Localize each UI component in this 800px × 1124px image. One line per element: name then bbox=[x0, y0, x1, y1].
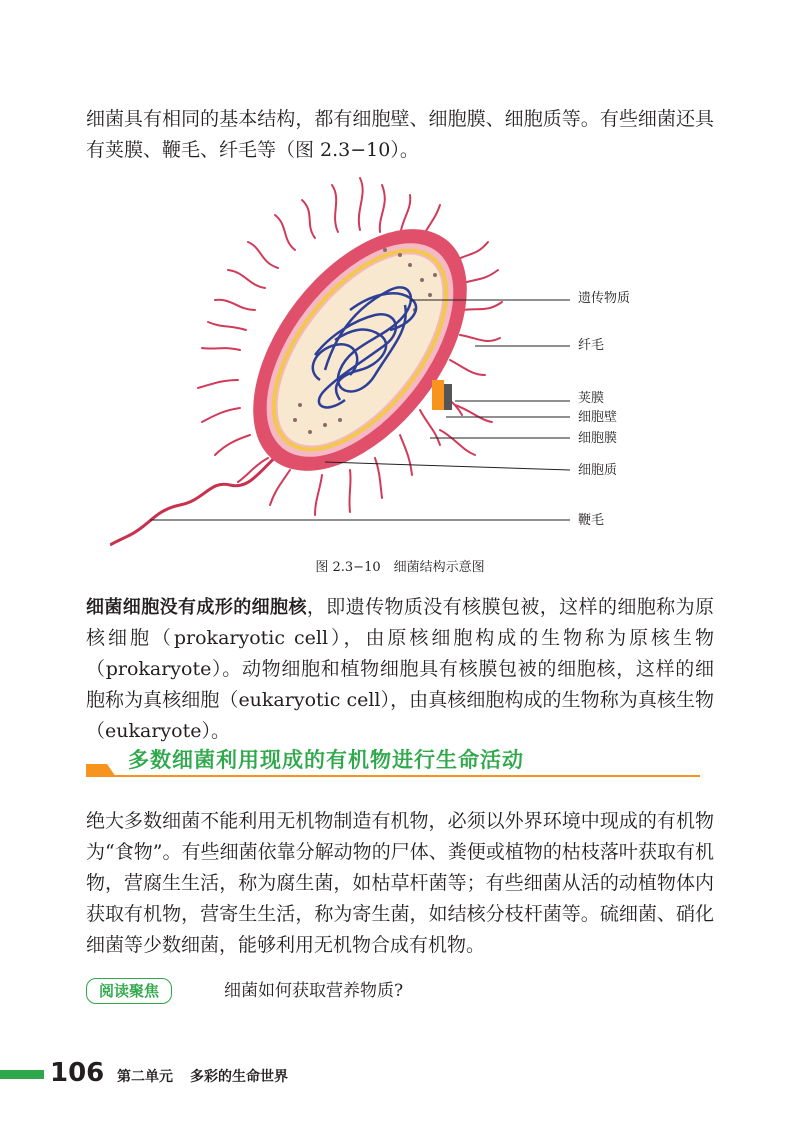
figure-caption: 图 2.3−10 细菌结构示意图 bbox=[315, 560, 485, 575]
label-genetic-material: 遗传物质 bbox=[578, 291, 631, 306]
footer-unit-title: 多彩的生命世界 bbox=[190, 1069, 288, 1085]
prokaryote-paragraph bbox=[86, 592, 714, 747]
section-heading bbox=[86, 742, 700, 782]
key-term: 细菌细胞没有成形的细胞核 bbox=[86, 597, 307, 618]
footer-unit: 第二单元 bbox=[117, 1069, 173, 1085]
label-cell-wall: 细胞壁 bbox=[578, 410, 618, 425]
reading-focus-question: 细菌如何获取营养物质? bbox=[224, 981, 404, 1001]
cell-membrane-cutaway bbox=[444, 384, 452, 410]
section-divider bbox=[86, 775, 700, 777]
page-number: 106 bbox=[50, 1058, 105, 1088]
page-footer bbox=[0, 1058, 800, 1098]
intro-paragraph: 细菌具有相同的基本结构，都有细胞壁、细胞膜、细胞质等。有些细菌还具有荚膜、鞭毛、纤毛等（图 2.3−10）。 bbox=[86, 108, 714, 161]
section-title: 多数细菌利用现成的有机物进行生命活动 bbox=[128, 748, 524, 772]
bacterium-illustration bbox=[110, 170, 670, 560]
label-cell-membrane: 细胞膜 bbox=[578, 431, 618, 446]
label-pili: 纤毛 bbox=[578, 338, 605, 353]
reading-focus bbox=[86, 978, 586, 1008]
prokaryote-paragraph-text: ，即遗传物质没有核膜包被，这样的细胞称为原核细胞（prokaryotic cell），由原核细胞构成的生物称为原核生物（prokaryote）。动物细胞和植物细胞具有核膜包被的细胞核，这样的细胞称为真核细胞（eukaryotic cell），由真核细胞构成的生物称为真核生物（eukaryote）。 bbox=[86, 596, 714, 742]
label-cytoplasm: 细胞质 bbox=[578, 463, 618, 478]
bacterium-diagram bbox=[110, 170, 670, 560]
footer-accent-bar bbox=[0, 1070, 44, 1079]
reading-focus-badge: 阅读聚焦 bbox=[86, 978, 172, 1004]
cell-wall-cutaway bbox=[432, 380, 444, 410]
label-flagellum: 鞭毛 bbox=[578, 513, 605, 528]
label-capsule: 荚膜 bbox=[578, 391, 605, 406]
nutrition-paragraph: 绝大多数细菌不能利用无机物制造有机物，必须以外界环境中现成的有机物为“食物”。有些细菌依靠分解动物的尸体、粪便或植物的枯枝落叶获取有机物，营腐生生活，称为腐生菌，如枯草杆菌等；有些细菌从活的动植物体内获取有机物，营寄生生活，称为寄生菌，如结核分枝杆菌等。硫细菌、硝化细菌等少数细菌，能够利用无机物合成有机物。 bbox=[86, 810, 714, 956]
flagellum-shape bbox=[110, 448, 285, 545]
